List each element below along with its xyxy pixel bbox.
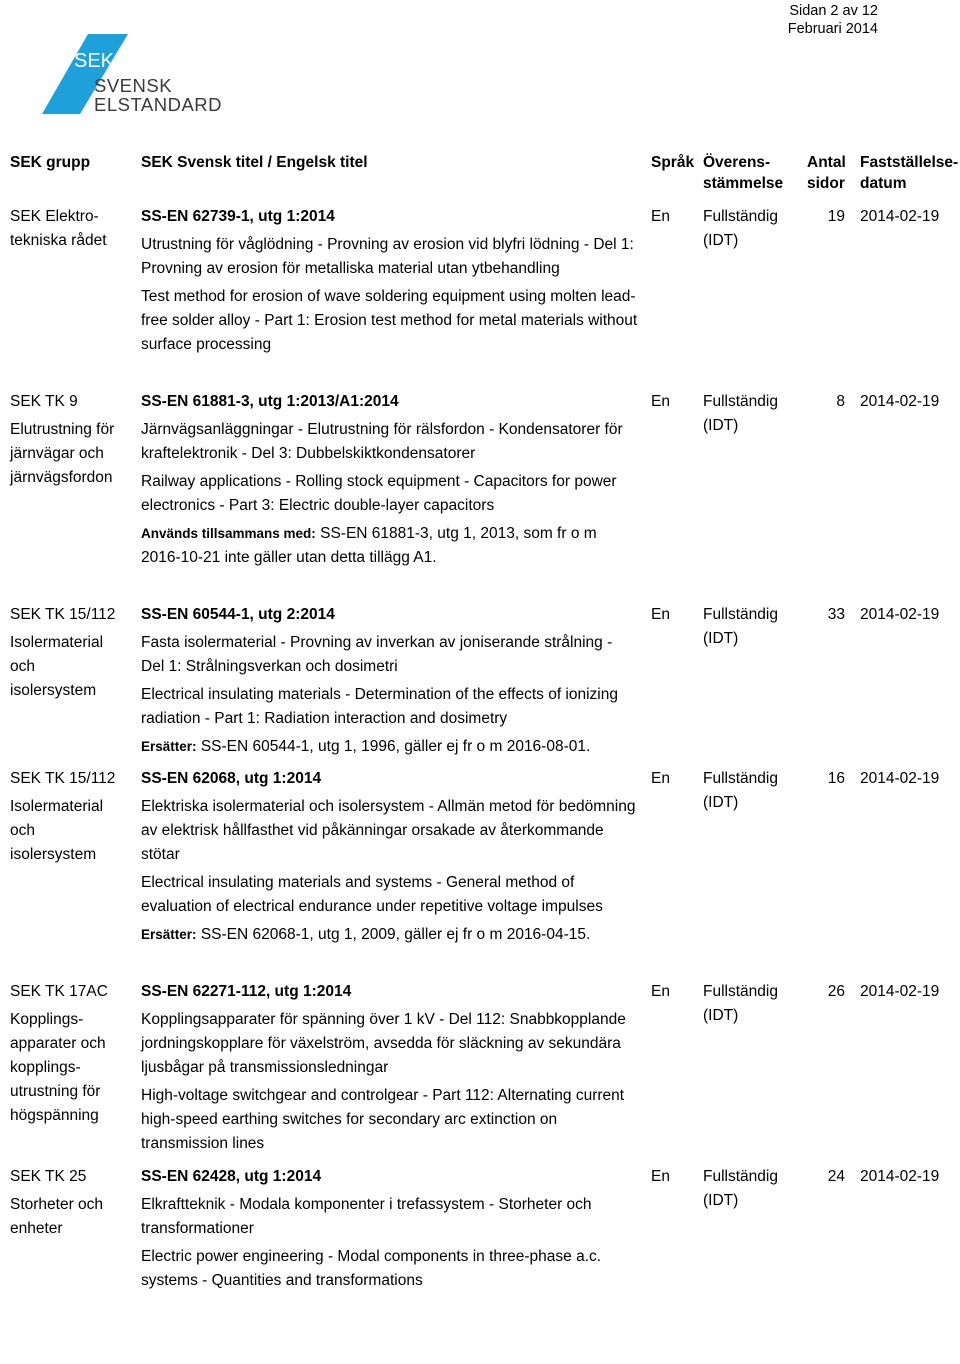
row-title (141, 980, 639, 1156)
row-group (10, 1165, 135, 1241)
row-lang: En (651, 393, 670, 410)
row-title (141, 1165, 639, 1293)
row-group (10, 205, 135, 253)
note-label: Används tillsammans med: (141, 526, 316, 541)
publication-date: Februari 2014 (787, 21, 878, 37)
group-name: SEK TK 15/112 (10, 606, 116, 623)
header-date-line1: Fastställelse- (860, 154, 959, 171)
table-header (0, 152, 960, 198)
row-group (10, 767, 135, 867)
group-desc: Isolermaterial och isolersystem (10, 798, 104, 863)
row-conformity (703, 767, 803, 815)
header-conformity-line2: stämmelse (703, 175, 784, 192)
note-label: Ersätter: (141, 739, 197, 754)
conformity-line1: Fullständig (703, 983, 778, 1000)
row-group (10, 390, 135, 490)
row-group (10, 603, 135, 703)
header-conformity (703, 152, 783, 194)
row-lang: En (651, 770, 670, 787)
header-date-line2: datum (860, 175, 907, 192)
swedish-title: Järnvägsanläggningar - Elutrustning för rälsfordon - Kondensatorer för kraftelektronik - Del 3: Dubbelskiktkondensatorer (141, 421, 623, 462)
group-desc: tekniska rådet (10, 232, 107, 249)
conformity-line2: (IDT) (703, 1192, 739, 1209)
note-text: SS-EN 62068-1, utg 1, 2009, gäller ej fr o m 2016-04-15. (196, 926, 591, 943)
conformity-line1: Fullständig (703, 393, 778, 410)
group-desc: Storheter och enheter (10, 1196, 104, 1237)
note-text: SS-EN 61881-3, utg 1, 2013, som fr o m 2016-10-21 inte gäller utan detta tillägg A1. (141, 525, 597, 566)
row-lang: En (651, 1168, 670, 1185)
conformity-line1: Fullständig (703, 606, 778, 623)
swedish-title: Fasta isolermaterial - Provning av inverkan av joniserande strålning - Del 1: Strålningsverkan och dosimetri (141, 634, 613, 675)
row-group (10, 980, 135, 1128)
row-note (141, 522, 639, 570)
row-title (141, 603, 639, 759)
logo-mark-text: SEK (74, 50, 115, 72)
group-desc: Isolermaterial och isolersystem (10, 634, 104, 699)
group-name: SEK TK 9 (10, 393, 78, 410)
row-date: 2014-02-19 (860, 393, 940, 410)
standard-code: SS-EN 61881-3, utg 1:2013/A1:2014 (141, 393, 399, 410)
row-date: 2014-02-19 (860, 208, 940, 225)
sek-logo (40, 32, 223, 116)
row-note (141, 735, 639, 759)
row-lang: En (651, 983, 670, 1000)
row-pages: 33 (827, 606, 845, 623)
note-text: SS-EN 60544-1, utg 1, 1996, gäller ej fr o m 2016-08-01. (196, 738, 591, 755)
standard-code: SS-EN 62271-112, utg 1:2014 (141, 983, 352, 1000)
row-pages: 19 (827, 208, 845, 225)
standard-code: SS-EN 62068, utg 1:2014 (141, 770, 322, 787)
group-desc: Elutrustning för järnvägar och järnvägsfordon (10, 421, 115, 486)
row-date: 2014-02-19 (860, 606, 940, 623)
group-desc: Kopplings-apparater och kopplings-utrustning för högspänning (10, 1011, 106, 1124)
logo-name-line1: SVENSK (94, 75, 173, 96)
row-pages: 8 (836, 393, 845, 410)
header-pages (807, 152, 846, 194)
row-title (141, 205, 639, 357)
english-title: Electric power engineering - Modal components in three-phase a.c. systems - Quantities and transformations (141, 1248, 602, 1289)
english-title: High-voltage switchgear and controlgear - Part 112: Alternating current high-speed earthing switches for secondary arc extinction on transmission lines (141, 1087, 625, 1152)
group-name: SEK Elektro- (10, 208, 99, 225)
conformity-line2: (IDT) (703, 232, 739, 249)
english-title: Electrical insulating materials - Determination of the effects of ionizing radiation - Part 1: Radiation interaction and dosimetry (141, 686, 618, 727)
page-info (788, 2, 878, 38)
standard-code: SS-EN 60544-1, utg 2:2014 (141, 606, 335, 623)
group-name: SEK TK 17AC (10, 983, 108, 1000)
row-lang: En (651, 606, 670, 623)
row-pages: 16 (827, 770, 845, 787)
conformity-line2: (IDT) (703, 417, 739, 434)
row-conformity (703, 205, 803, 253)
row-title (141, 390, 639, 570)
header-conformity-line1: Överens- (703, 154, 771, 171)
header-lang: Språk (651, 154, 695, 171)
row-pages: 26 (827, 983, 845, 1000)
standard-code: SS-EN 62739-1, utg 1:2014 (141, 208, 335, 225)
page-number: Sidan 2 av 12 (789, 3, 878, 19)
row-date: 2014-02-19 (860, 1168, 940, 1185)
header-pages-line2: sidor (807, 175, 845, 192)
header-group: SEK grupp (10, 154, 91, 171)
row-conformity (703, 390, 803, 438)
header-title: SEK Svensk titel / Engelsk titel (141, 154, 368, 171)
english-title: Test method for erosion of wave soldering equipment using molten lead-free solder alloy - Part 1: Erosion test method for metal materials without surface processing (141, 288, 638, 353)
swedish-title: Kopplingsapparater för spänning över 1 kV - Del 112: Snabbkopplande jordningskopplare för växelström, avsedda för släckning av sekundära ljusbågar på transmissionsledningar (141, 1011, 626, 1076)
logo-name-line2: ELSTANDARD (94, 94, 223, 115)
conformity-line2: (IDT) (703, 794, 739, 811)
english-title: Railway applications - Rolling stock equipment - Capacitors for power electronics - Part 3: Electric double-layer capacitors (141, 473, 617, 514)
conformity-line2: (IDT) (703, 1007, 739, 1024)
row-note (141, 923, 639, 947)
swedish-title: Elkraftteknik - Modala komponenter i trefassystem - Storheter och transformationer (141, 1196, 592, 1237)
swedish-title: Utrustning för våglödning - Provning av erosion vid blyfri lödning - Del 1: Provning av erosion för metalliska material utan ytbehandling (141, 236, 634, 277)
group-name: SEK TK 15/112 (10, 770, 116, 787)
conformity-line1: Fullständig (703, 208, 778, 225)
swedish-title: Elektriska isolermaterial och isolersystem - Allmän metod för bedömning av elektrisk hållfasthet vid påkänningar orsakade av återkommande stötar (141, 798, 636, 863)
row-title (141, 767, 639, 947)
row-pages: 24 (827, 1168, 845, 1185)
conformity-line1: Fullständig (703, 770, 778, 787)
row-conformity (703, 603, 803, 651)
row-conformity (703, 1165, 803, 1213)
group-name: SEK TK 25 (10, 1168, 87, 1185)
conformity-line2: (IDT) (703, 630, 739, 647)
english-title: Electrical insulating materials and systems - General method of evaluation of electrical endurance under repetitive voltage impulses (141, 874, 603, 915)
header-date (860, 152, 958, 194)
row-lang: En (651, 208, 670, 225)
header-pages-line1: Antal (807, 154, 846, 171)
note-label: Ersätter: (141, 927, 197, 942)
standard-code: SS-EN 62428, utg 1:2014 (141, 1168, 322, 1185)
row-conformity (703, 980, 803, 1028)
row-date: 2014-02-19 (860, 983, 940, 1000)
logo-name (94, 76, 222, 114)
conformity-line1: Fullständig (703, 1168, 778, 1185)
row-date: 2014-02-19 (860, 770, 940, 787)
